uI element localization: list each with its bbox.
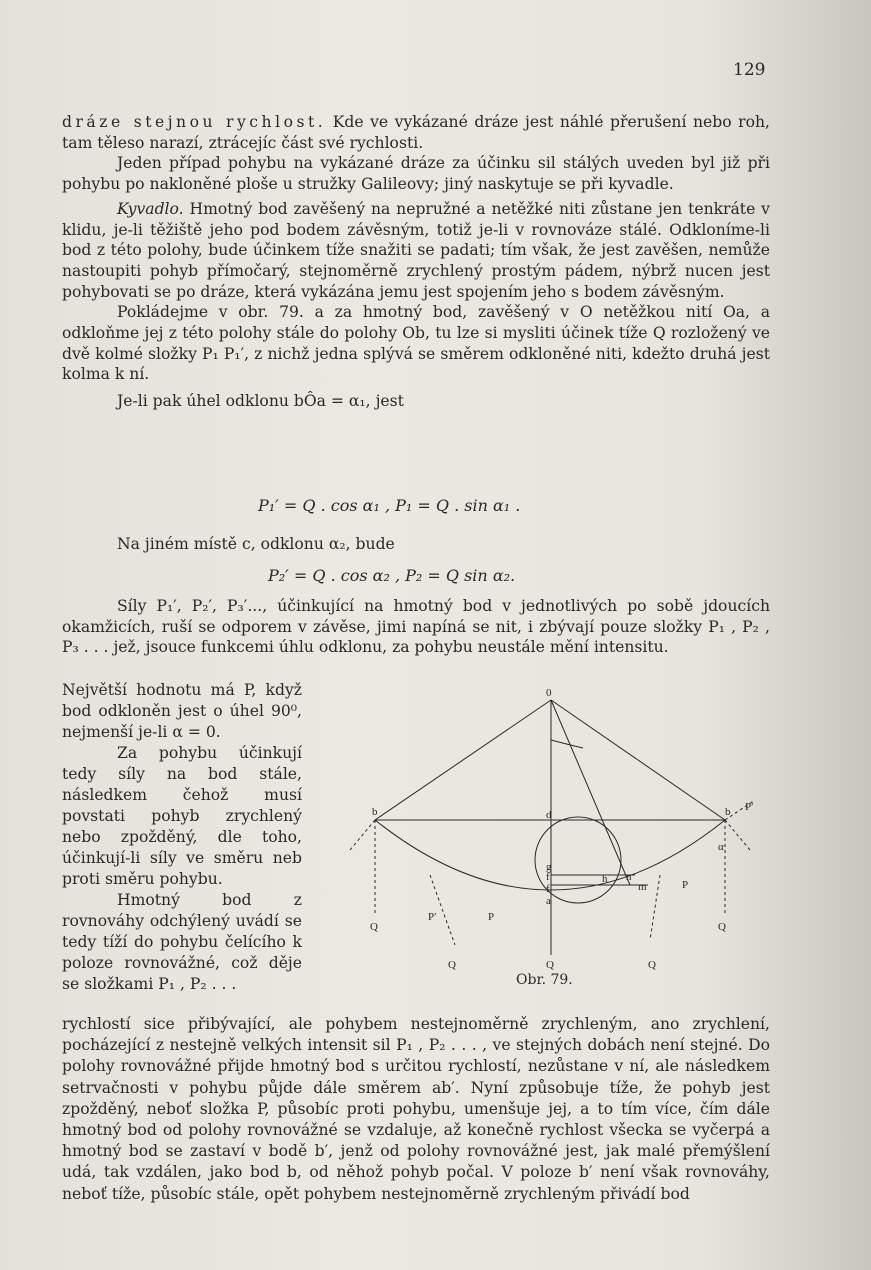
text-block-lower: rychlostí sice přibývající, ale pohybem nestejnoměrně zrychleným, ano zrychlení, pocházející z nestejně velkých intensit sil P₁ , P₂ . . . , ve stejných dobách není stejné. Do polohy rovnovážné přijde hmotný bod s určitou rychlostí, nezůstane v ní, ale následkem setrvačnosti v pohybu půjde dále směrem ab′. Nyní způsobuje tíže, že pohyb jest zpožděný, neboť složka P, působíc proti pohybu, umenšuje jej, a to tím více, čím dále hmotný bod od polohy rovnovážné se vzdaluje, až konečně rychlost všecka se vyčerpá a hmotný bod se zastaví v bodě b′, jenž od polohy rovnovážné jest, jak malé přemýšlení udá, tak vzdálen, jako bod b, od něhož pohyb počal. V poloze b′ není však rovnováhy, neboť tíže, působíc stále, opět pohybem nestejnoměrně zrychleným přivádí bod — [62, 1015, 770, 1203]
p-right — [725, 820, 750, 850]
paragraph-4: Pokládejme v obr. 79. a za hmotný bod, zavěšený v O netěžkou nití Oa, a odkloňme jej z této polohy stále do polohy Ob, tu lze si mysliti účinek tíže Q rozložený ve dvě kolmé složky P₁ P₁′, z nichž jedna splývá se směrem odkloněné niti, kdežto druhá jest kolma k ní. — [62, 303, 770, 384]
narrow-paragraph-1: Největší hodnotu má P, když bod odkloněn jest o úhel 90⁰, nejmenší je-li α = 0. — [62, 681, 302, 741]
label-Q-right: Q — [718, 921, 726, 933]
label-m: m — [638, 881, 647, 893]
text-column-narrow — [62, 680, 302, 995]
page-number: 129 — [733, 60, 766, 80]
label-Q-low-left: Q — [448, 959, 456, 971]
narrow-paragraph-2: Za pohybu účinkují tedy síly na bod stále, následkem čehož musí povstati pohyb zrychlený nebo zpožděný, dle toho, účinkují-li síly ve směru neb proti směru pohybu. — [62, 744, 302, 888]
label-P1-right: P′ — [745, 801, 754, 813]
label-f: f — [546, 871, 550, 883]
label-O: 0 — [546, 687, 552, 699]
string-left — [375, 700, 551, 820]
paragraph-7: Síly P₁′, P₂′, P₃′..., účinkující na hmotný bod v jednotlivých po sobě jdoucích okamžicích, ruší se odporem v závěse, jimi napíná se nit, i zbývají pouze složky P₁ , P₂ , P₃ . . . jež, jsouce funkcemi úhlu odklonu, za pohybu neustále mění intensitu. — [62, 597, 770, 657]
label-a: a — [546, 895, 551, 907]
label-h: h — [602, 873, 608, 885]
equation-1: P₁′ = Q . cos α₁ , P₁ = Q . sin α₁ . — [258, 496, 521, 515]
figure-caption: Obr. 79. — [516, 972, 573, 988]
p-left — [350, 820, 375, 850]
narrow-paragraph-3: Hmotný bod z rovnováhy odchýlený uvádí se tedy tíží do pohybu čelícího k poloze rovnovážné, což děje se složkami P₁ , P₂ . . . — [62, 891, 302, 993]
label-P-right: P — [682, 879, 689, 891]
paragraph-kyvadlo: Kyvadlo. Hmotný bod zavěšený na nepružné a netěžké niti zůstane jen tenkráte v klidu, je-li těžiště jeho pod bodem závěsným, totiž je-li v rovnováze stálé. Odkloníme-li bod z této polohy, bude účinkem tíže snažiti se padati; tím však, že jest zavěšen, nemůže nastoupiti pohyb přímočarý, stejnoměrně zrychlený prostým pádem, nýbrž nucen jest pohybovati se po dráze, která vykázána jemu jest spojením jeho s bodem závěsným. — [62, 199, 770, 301]
swing-arc — [375, 820, 725, 890]
paragraph-5: Je-li pak úhel odklonu bÔa = α₁, jest — [117, 392, 404, 411]
label-P-left: P — [488, 911, 495, 923]
q-side-left — [430, 875, 455, 945]
label-Q-center: Q — [546, 959, 554, 971]
paragraph-6: Na jiném místě c, odklonu α₂, bude — [117, 535, 395, 553]
equation-2: P₂′ = Q . cos α₂ , P₂ = Q sin α₂. — [268, 566, 516, 585]
text-block-mid — [62, 534, 770, 555]
label-n: n — [626, 871, 632, 883]
label-Q-left: Q — [370, 921, 378, 933]
q-side-right — [650, 875, 660, 940]
label-b-right: b — [725, 806, 731, 818]
paragraph-1: dráze stejnou rychlost. Kde ve vykázané dráze jest náhlé přerušení nebo roh, tam těleso narazí, ztrácejíc část své rychlosti. — [62, 113, 770, 152]
label-b-left: b — [372, 806, 378, 818]
pendulum-figure — [330, 680, 770, 980]
label-f2: f — [546, 883, 550, 895]
label-alpha: α — [718, 841, 724, 853]
label-Q-low-right: Q — [648, 959, 656, 971]
text-block-upper — [62, 112, 770, 412]
paragraph-2: Jeden případ pohybu na vykázané dráze za účinku sil stálých uveden byl již při pohybu po nakloněné ploše u stružky Galileovy; jiný naskytuje se při kyvadle. — [62, 154, 770, 194]
label-P1-left: P′ — [428, 911, 437, 923]
label-d: d — [546, 809, 552, 821]
angle-arc — [551, 740, 583, 748]
label-g: g — [546, 861, 552, 873]
text-block-forces — [62, 596, 770, 658]
